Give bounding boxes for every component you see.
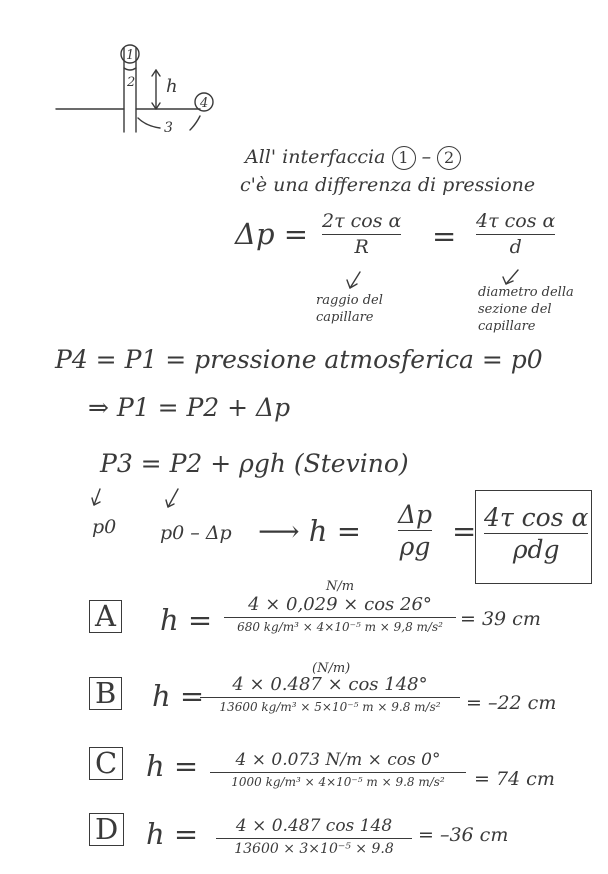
intro-text: All' interfaccia (245, 146, 386, 168)
case-a-denominator: 680 kg/m³ × 4×10⁻⁵ m × 9,8 m/s² (237, 620, 443, 634)
fraction-bar (484, 533, 588, 534)
h-frac-1 (398, 502, 432, 559)
case-d-fraction (216, 818, 412, 856)
case-a-fraction (224, 596, 456, 633)
pressure-line-p4: P4 = P1 = pressione atmosferica = p0 (55, 345, 543, 374)
case-d-numerator: 4 × 0.487 cos 148 (235, 816, 393, 836)
fraction-bar (216, 838, 412, 839)
label-height: h (166, 76, 178, 97)
delta-p-frac-1-den: R (354, 236, 369, 258)
label-point-3: 3 (164, 120, 173, 136)
note-radius: raggio del capillare (316, 293, 383, 325)
case-d-h: h = (146, 817, 199, 851)
case-d-letter: D (89, 813, 124, 846)
case-d-result: = –36 cm (418, 824, 509, 846)
case-b-h: h = (152, 679, 205, 713)
delta-p-lhs: Δp = (235, 217, 309, 251)
delta-p-frac-2-num: 4τ cos α (476, 210, 556, 232)
fraction-bar (200, 697, 460, 698)
fraction-bar (224, 617, 456, 618)
case-d-denominator: 13600 × 3×10⁻⁵ × 9.8 (234, 841, 394, 857)
intro-line-1 (245, 146, 461, 170)
intro-line-2: c'è una differenza di pressione (240, 174, 536, 196)
h-formula-equals: = (452, 514, 477, 548)
note-diameter: diametro della sezione del capillare (478, 285, 574, 334)
case-c-letter: C (89, 747, 123, 780)
point-3-arrow (138, 118, 160, 128)
circled-2: 2 (437, 146, 461, 170)
h-frac-2 (484, 505, 588, 562)
intro-dash: – (421, 146, 432, 168)
fraction-bar (322, 234, 401, 235)
pressure-line-p3: P3 = P2 + ρgh (Stevino) (100, 449, 409, 478)
case-b-unit-note: (N/m) (312, 661, 351, 676)
case-b-result: = –22 cm (466, 692, 557, 714)
point-4-arrow (190, 116, 200, 130)
delta-p-frac-1-num: 2τ cos α (322, 210, 402, 232)
h-frac-1-num: Δp (398, 500, 433, 529)
h-frac-1-den: ρg (399, 532, 431, 561)
case-c-result: = 74 cm (474, 768, 555, 790)
label-region-2: 2 (127, 75, 136, 90)
delta-p-frac-1 (322, 212, 401, 257)
case-b-fraction (200, 676, 460, 713)
pressure-line-p1: ⇒ P1 = P2 + Δp (88, 393, 291, 422)
case-a-h: h = (160, 603, 213, 637)
delta-p-frac-2-den: d (509, 236, 522, 258)
case-a-unit-note: N/m (326, 579, 355, 594)
h-frac-2-num: 4τ cos α (484, 503, 589, 532)
label-region-1: 1 (126, 48, 135, 63)
label-p0: p0 (92, 516, 117, 538)
case-a-letter: A (89, 600, 122, 633)
delta-p-equals: = (432, 219, 457, 253)
fraction-bar (210, 772, 466, 773)
circled-1: 1 (392, 146, 416, 170)
case-c-h: h = (146, 749, 199, 783)
case-b-numerator: 4 × 0.487 × cos 148° (232, 674, 428, 695)
label-point-4: 4 (200, 96, 209, 111)
fraction-bar (398, 530, 432, 531)
case-a-result: = 39 cm (460, 608, 541, 630)
case-c-fraction (210, 752, 466, 788)
case-b-letter: B (89, 677, 122, 710)
fraction-bar (476, 234, 555, 235)
case-b-denominator: 13600 kg/m³ × 5×10⁻⁵ m × 9.8 m/s² (219, 700, 441, 714)
case-c-numerator: 4 × 0.073 N/m × cos 0° (235, 750, 441, 770)
delta-p-frac-2 (476, 212, 555, 257)
case-a-numerator: 4 × 0,029 × cos 26° (248, 594, 432, 615)
h-formula-lhs: ⟶ h = (258, 514, 361, 548)
label-p0-minus-delta-p: p0 – Δp (160, 522, 232, 544)
meniscus (124, 68, 136, 70)
case-c-denominator: 1000 kg/m³ × 4×10⁻⁵ m × 9.8 m/s² (231, 775, 445, 789)
h-frac-2-den: ρdg (512, 535, 560, 564)
